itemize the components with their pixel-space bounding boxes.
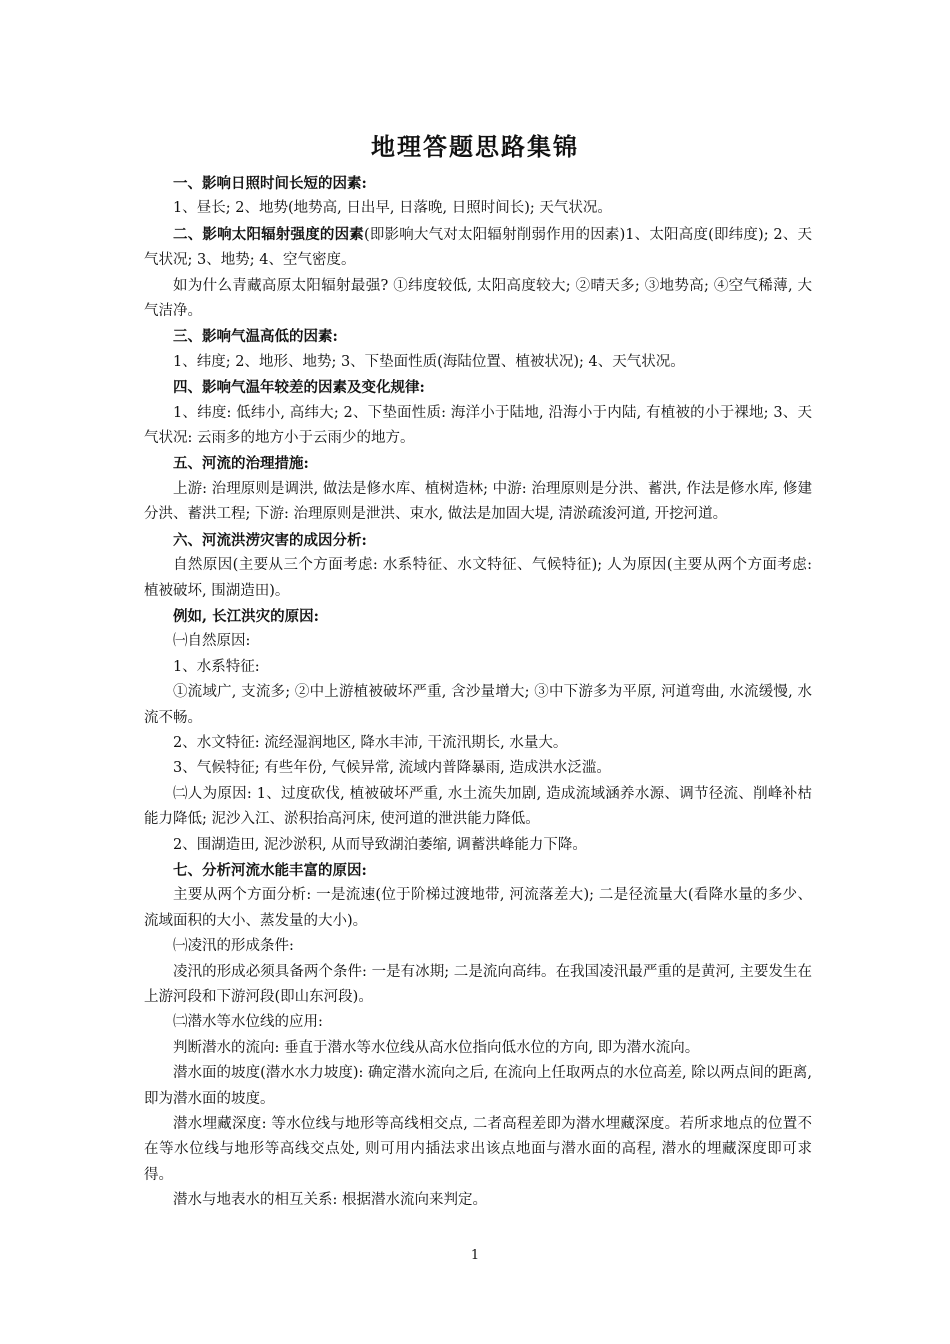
paragraph: 2、水文特征: 流经湿润地区, 降水丰沛, 干流汛期长, 水量大。 [173,734,568,751]
section-heading: 七、分析河流水能丰富的原因: [173,861,367,879]
paragraph: 自然原因(主要从三个方面考虑: 水系特征、水文特征、气候特征); 人为原因(主要从两个方面考虑: 植被破坏, 围湖造田)。 [144,557,812,599]
section-heading: 五、河流的治理措施: [173,455,309,473]
page-number: 1 [470,1248,480,1263]
paragraph: 2、围湖造田, 泥沙淤积, 从而导致湖泊萎缩, 调蓄洪峰能力下降。 [173,836,587,853]
section-heading: 六、河流洪涝灾害的成因分析: [173,531,367,549]
paragraph: 潜水与地表水的相互关系: 根据潜水流向来判定。 [173,1192,487,1209]
paragraph: 凌汛的形成必须具备两个条件: 一是有冰期; 二是流向高纬。在我国凌汛最严重的是黄河, 主要发生在上游河段和下游河段(即山东河段)。 [144,963,813,1005]
paragraph: 1、水系特征: [173,658,260,675]
paragraph: 主要从两个方面分析: 一是流速(位于阶梯过渡地带, 河流落差大); 二是径流量大(看降水量的多少、流域面积的大小、蒸发量的大小)。 [144,887,812,929]
paragraph [144,222,812,274]
paragraph: ㈡潜水等水位线的应用: [173,1014,323,1031]
section-heading: 例如, 长江洪灾的原因: [173,607,319,625]
page-title: 地理答题思路集锦 [371,132,579,161]
paragraph: 判断潜水的流向: 垂直于潜水等水位线从高水位指向低水位的方向, 即为潜水流向。 [173,1039,700,1056]
paragraph: ㈠凌汛的形成条件: [173,938,294,955]
paragraph: 3、气候特征; 有些年份, 气候异常, 流域内普降暴雨, 造成洪水泛滥。 [173,760,611,777]
paragraph: 1、纬度; 2、地形、地势; 3、下垫面性质(海陆位置、植被状况); 4、天气状况。 [173,353,685,370]
paragraph: 1、纬度: 低纬小, 高纬大; 2、下垫面性质: 海洋小于陆地, 沿海小于内陆, 有植被的小于裸地; 3、天气状况: 云雨多的地方小于云雨少的地方。 [144,404,812,447]
paragraph: 潜水埋藏深度: 等水位线与地形等高线相交点, 二者高程差即为潜水埋藏深度。若所求地点的位置不在等水位线与地形等高线交点处, 则可用内插法求出该点地面与潜水面的高程, 潜水的埋藏深度即可求得。 [144,1116,812,1183]
paragraph: 潜水面的坡度(潜水水力坡度): 确定潜水流向之后, 在流向上任取两点的水位高差, 除以两点间的距离, 即为潜水面的坡度。 [144,1065,812,1107]
paragraph: ㈠自然原因: [173,633,251,650]
paragraph-text: (即影响大气对太阳辐射削弱作用的因素)1、太阳高度(即纬度); 2、天气状况; 3、地势; 4、空气密度。 [144,226,813,269]
section-heading: 一、影响日照时间长短的因素: [173,175,367,192]
paragraph: 上游: 治理原则是调洪, 做法是修水库、植树造林; 中游: 治理原则是分洪、蓄洪, 作法是修水库, 修建分洪、蓄洪工程; 下游: 治理原则是泄洪、束水, 做法是加固大堤, 清淤疏浚河道, 开挖河道。 [144,480,812,523]
section-heading: 四、影响气温年较差的因素及变化规律: [173,379,425,397]
document-body [144,171,812,1214]
paragraph: ㈡人为原因: 1、过度砍伐, 植被破坏严重, 水土流失加剧, 造成流域涵养水源、调节径流、削峰补枯能力降低; 泥沙入江、淤积抬高河床, 使河道的泄洪能力降低。 [144,785,812,828]
section-heading: 三、影响气温高低的因素: [173,328,338,346]
paragraph: 1、昼长; 2、地势(地势高, 日出早, 日落晚, 日照时间长); 天气状况。 [173,200,612,217]
paragraph: ①流域广, 支流多; ②中上游植被破坏严重, 含沙量增大; ③中下游多为平原, 河道弯曲, 水流缓慢, 水流不畅。 [144,684,812,726]
paragraph: 如为什么青藏高原太阳辐射最强? ①纬度较低, 太阳高度较大; ②晴天多; ③地势高; ④空气稀薄, 大气洁净。 [144,277,812,320]
section-heading: 二、影响太阳辐射强度的因素 [173,225,364,243]
